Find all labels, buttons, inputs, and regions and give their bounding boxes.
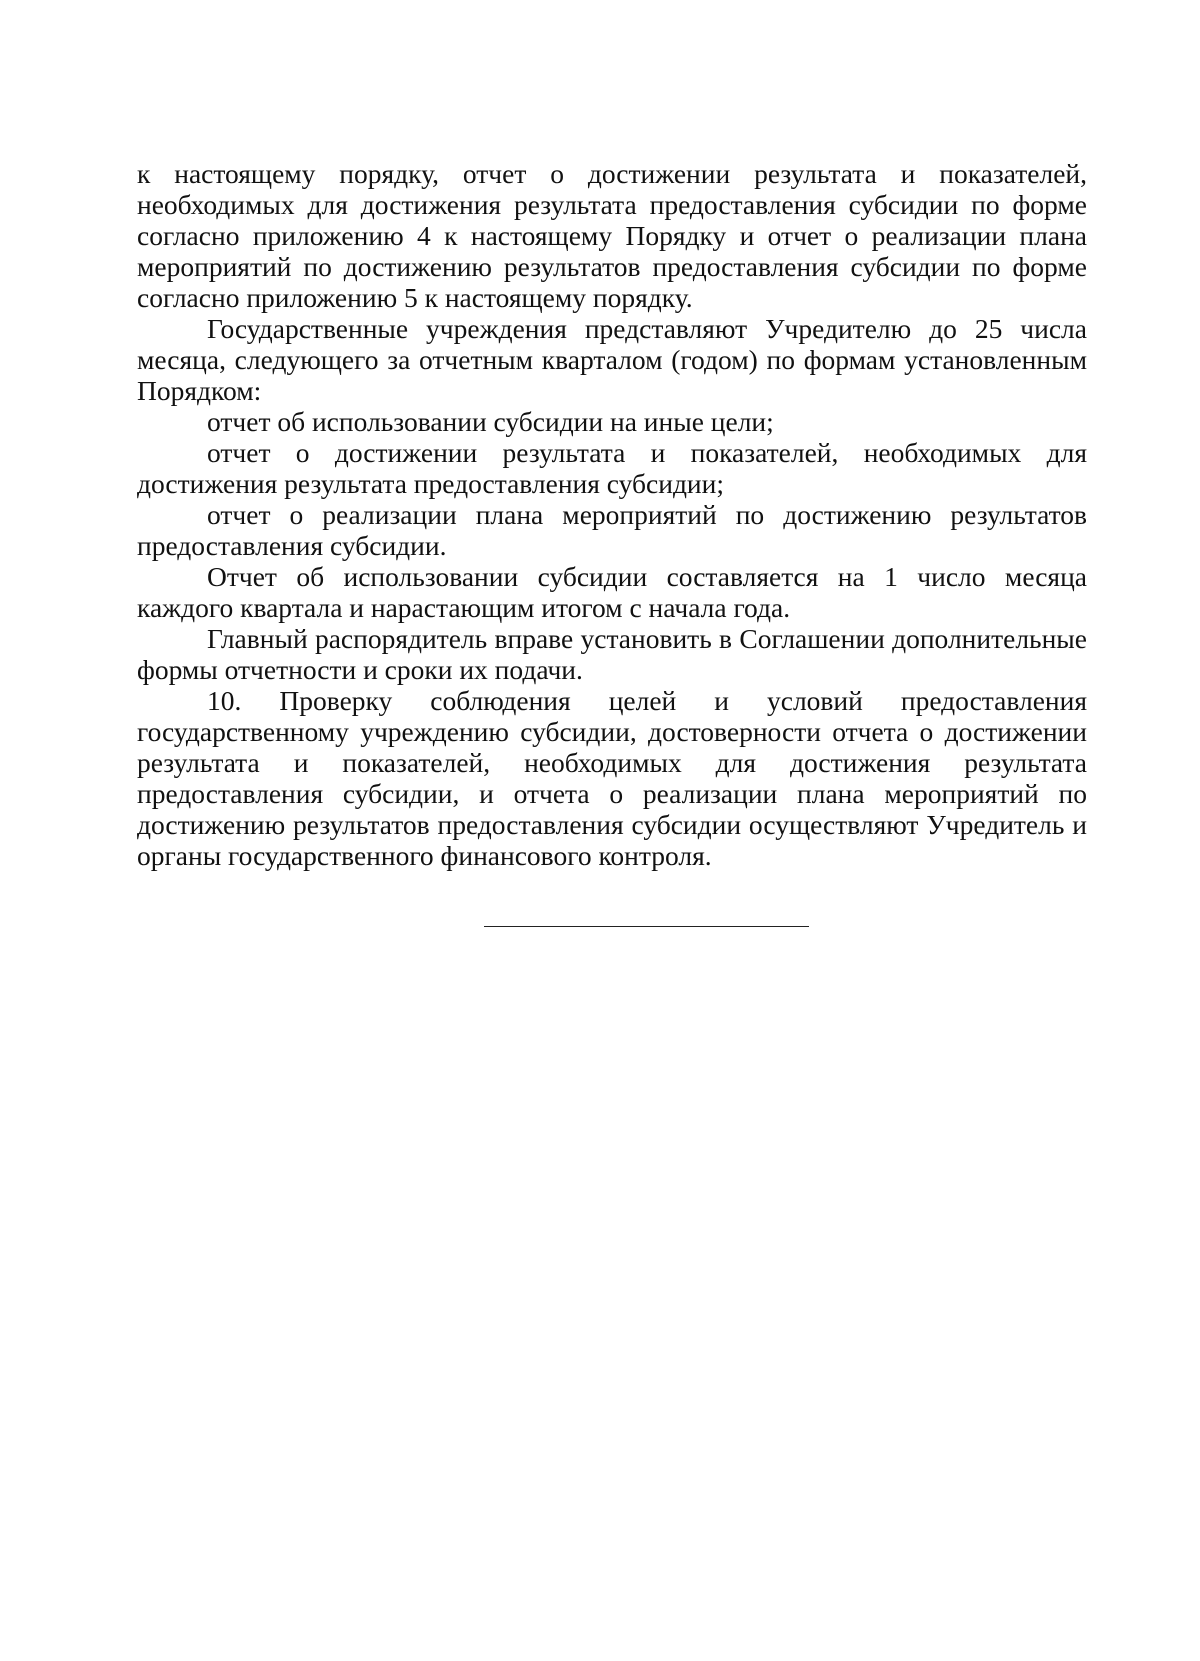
section-10-paragraph: 10. Проверку соблюдения целей и условий предоставления государственному учреждению субсидии, достоверности отчета о достижении результата и показателей, необходимых для достижения результата предоставления субсидии, и отчета о реализации плана мероприятий по достижению результатов предоставления субсидии осуществляют Учредитель и органы государственного финансового контроля.	[137, 685, 1087, 871]
report-timing-paragraph: Отчет об использовании субсидии составляется на 1 число месяца каждого квартала и нарастающим итогом с начала года.	[137, 561, 1087, 623]
document-body	[137, 158, 1087, 871]
report-item-usage: отчет об использовании субсидии на иные цели;	[207, 406, 774, 437]
report-item-results: отчет о достижении результата и показателей, необходимых для достижения результата предоставления субсидии;	[137, 437, 1087, 499]
end-of-document-rule	[484, 926, 809, 927]
continuation-paragraph: к настоящему порядку, отчет о достижении результата и показателей, необходимых для достижения результата предоставления субсидии по форме согласно приложению 4 к настоящему Порядку и отчет о реализации плана мероприятий по достижению результатов предоставления субсидии по форме согласно приложению 5 к настоящему порядку.	[137, 158, 1087, 313]
additional-forms-paragraph: Главный распорядитель вправе установить в Соглашении дополнительные формы отчетности и сроки их подачи.	[137, 623, 1087, 685]
report-item-plan: отчет о реализации плана мероприятий по достижению результатов предоставления субсидии.	[137, 499, 1087, 561]
reporting-deadline-paragraph: Государственные учреждения представляют Учредителю до 25 числа месяца, следующего за отчетным кварталом (годом) по формам установленным Порядком:	[137, 313, 1087, 406]
